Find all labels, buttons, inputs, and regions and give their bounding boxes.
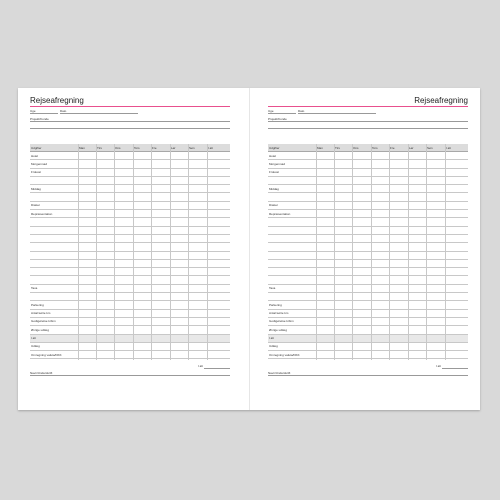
column-divider [389,144,390,360]
table-row[interactable] [30,301,230,309]
row-label: Øvrige udlæg [31,327,50,332]
row-label: Antal kørte km [269,311,289,316]
table-row[interactable] [30,227,230,235]
expense-table [268,144,468,359]
column-divider [133,144,134,360]
column-header: Tors [134,146,140,150]
signature-label: Navn/Underskrift [30,370,53,375]
grand-total-label: I alt [436,363,441,368]
signature-field[interactable] [268,375,468,376]
column-header: I alt [446,146,451,150]
table-row[interactable] [30,285,230,293]
row-label: Parkering [269,302,282,307]
row-label: Middag [269,186,279,191]
column-divider [78,144,79,360]
column-header: Søn [427,146,433,150]
table-row[interactable] [268,252,468,260]
table-row[interactable] [268,276,468,284]
table-row[interactable] [268,210,468,218]
column-header: Man [317,146,323,150]
week-label: Uge [30,109,36,113]
table-row[interactable] [268,335,468,343]
table-row[interactable] [30,202,230,210]
grand-total-field[interactable] [204,368,230,369]
row-label: Udlæg [269,344,278,349]
date-field[interactable] [298,113,376,114]
signature-field[interactable] [30,375,230,376]
table-row[interactable] [268,177,468,185]
column-divider [170,144,171,360]
column-divider [426,144,427,360]
table-row[interactable] [268,326,468,334]
row-label: I alt [31,336,36,341]
row-label: Godtgørelse kr/km [31,319,56,324]
table-row[interactable] [30,318,230,326]
week-field[interactable] [268,113,296,114]
form-title: Rejseafregning [414,96,468,105]
row-label: Øvrige udlæg [269,327,288,332]
table-row[interactable] [268,202,468,210]
row-label: Antal kørte km [31,311,51,316]
table-row[interactable] [268,268,468,276]
week-field[interactable] [30,113,58,114]
row-label: Hotel [31,153,39,158]
table-row[interactable] [268,185,468,193]
row-label: Frokost [269,170,280,175]
table-row[interactable] [30,169,230,177]
row-label: Hotel [269,153,277,158]
table-row[interactable] [30,260,230,268]
row-label: Morgenmad [269,161,286,166]
row-label: Middag [31,186,41,191]
table-row[interactable] [268,193,468,201]
table-row[interactable] [268,260,468,268]
project-field[interactable] [30,121,230,122]
table-row[interactable] [30,193,230,201]
table-row[interactable] [30,276,230,284]
table-row[interactable] [30,310,230,318]
row-label: Repræsentation [269,211,291,216]
table-header [268,144,468,152]
table-row[interactable] [30,235,230,243]
column-divider [316,144,317,360]
date-label: Dato [60,109,67,113]
table-row[interactable] [268,310,468,318]
column-header: Tirs [97,146,102,150]
row-label: Taxa [31,286,38,291]
notebook-spread [18,88,480,410]
column-divider [151,144,152,360]
grand-total-field[interactable] [442,368,468,369]
table-row[interactable] [268,343,468,351]
column-header: Lør [409,146,414,150]
table-row[interactable] [30,177,230,185]
project-field-extra[interactable] [30,128,230,129]
table-row[interactable] [30,185,230,193]
title-underline [30,106,230,107]
table-row[interactable] [268,160,468,168]
column-divider [207,144,208,360]
column-header: Udgifter [269,146,280,150]
row-label: Diæter [269,203,279,208]
table-row[interactable] [30,268,230,276]
table-row[interactable] [30,210,230,218]
column-header: Man [79,146,85,150]
column-header: Tors [372,146,378,150]
date-field[interactable] [60,113,138,114]
title-underline [268,106,468,107]
column-header: Lør [171,146,176,150]
column-divider [96,144,97,360]
column-divider [188,144,189,360]
table-row[interactable] [268,218,468,226]
row-label: Repræsentation [31,211,53,216]
table-row[interactable] [30,293,230,301]
row-label: Udlæg [31,344,40,349]
table-row[interactable] [268,293,468,301]
date-label: Dato [298,109,305,113]
column-header: Søn [189,146,195,150]
column-header: Fre [390,146,395,150]
table-row[interactable] [30,326,230,334]
expense-table [30,144,230,359]
page-fold [249,88,250,410]
table-row[interactable] [30,252,230,260]
column-divider [352,144,353,360]
column-divider [445,144,446,360]
project-label: Projekt/Kunde [268,117,287,121]
signature-label: Navn/Underskrift [268,370,291,375]
column-divider [334,144,335,360]
column-divider [408,144,409,360]
form-title: Rejseafregning [30,96,84,105]
row-label: Parkering [31,302,44,307]
table-row[interactable] [268,351,468,359]
table-row[interactable] [268,169,468,177]
table-row[interactable] [30,160,230,168]
table-row[interactable] [30,343,230,351]
column-divider [371,144,372,360]
table-row[interactable] [268,301,468,309]
column-divider [114,144,115,360]
table-header [30,144,230,152]
row-label: Taxa [269,286,276,291]
row-label: Morgenmad [31,161,48,166]
column-header: Fre [152,146,157,150]
row-label: Omregning valuta/DKK [31,352,62,357]
project-field[interactable] [268,121,468,122]
row-label: I alt [269,336,274,341]
table-row[interactable] [30,218,230,226]
table-row[interactable] [268,235,468,243]
table-row[interactable] [268,318,468,326]
row-label: Frokost [31,170,42,175]
row-label: Godtgørelse kr/km [269,319,294,324]
right-page [268,96,468,400]
column-header: Ons [353,146,359,150]
table-row[interactable] [30,243,230,251]
table-row[interactable] [268,227,468,235]
column-header: Ons [115,146,121,150]
table-row[interactable] [268,152,468,160]
project-label: Projekt/Kunde [30,117,49,121]
grand-total-label: I alt [198,363,203,368]
table-row[interactable] [30,152,230,160]
table-row[interactable] [268,285,468,293]
left-page [30,96,230,400]
column-header: Tirs [335,146,340,150]
row-label: Omregning valuta/DKK [269,352,300,357]
project-field-extra[interactable] [268,128,468,129]
column-header: Udgifter [31,146,42,150]
column-header: I alt [208,146,213,150]
table-row[interactable] [30,351,230,359]
table-row[interactable] [30,335,230,343]
table-row[interactable] [268,243,468,251]
row-label: Diæter [31,203,41,208]
week-label: Uge [268,109,274,113]
